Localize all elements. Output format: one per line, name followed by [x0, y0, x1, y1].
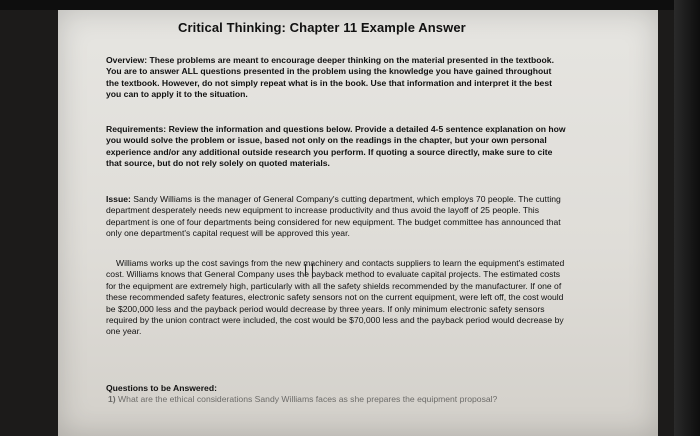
monitor-bezel-right [674, 0, 700, 436]
question-text: What are the ethical considerations Sandy Williams faces as she prepares the equipment proposal? [118, 394, 498, 405]
requirements-paragraph [106, 124, 566, 170]
questions-heading: Questions to be Answered: [106, 383, 217, 393]
overview-label: Overview: [106, 55, 148, 65]
issue-text: Sandy Williams is the manager of General Company's cutting department, which employs 70 people. The cutting department desperately needs new equipment to increase productivity and thus avoid the layoff of 25 people. This department is one of four departments being considered for new equipment. The budget committee has announced that only one department's capital request will be approved this year. [106, 194, 561, 239]
document-page [58, 10, 658, 436]
requirements-label: Requirements: [106, 124, 167, 134]
monitor-bezel-top [0, 0, 700, 10]
text-cursor-icon [305, 264, 313, 276]
issue-paragraph-2: Williams works up the cost savings from the new machinery and contacts suppliers to learn the equipment's estimated cost. Williams knows that General Company uses the payback method to evaluate capital projects. The estimated costs for the equipment are extremely high, particularly with all the safety shields recommended by the manufacturer. If one of these recommended safety features, electronic safety sensors not on the current equipment, were left off, the cost would be $200,000 less and the payback period would decrease by three years. If only minimum electronic safety sensors required by the union contract were included, the cost would be $70,000 less and the payback period would decrease by one year. [106, 258, 565, 337]
questions-section [106, 383, 566, 406]
question-number: 1) [108, 394, 116, 405]
requirements-text: Review the information and questions below. Provide a detailed 4-5 sentence explanation on how you would solve the problem or issue, based not only on the readings in the chapter, but your own personal experience and/or any additional outside research you perform. If quoting a source directly, make sure to cite that source, but do not rely solely on quoted materials. [106, 124, 566, 169]
issue-paragraph [106, 194, 566, 240]
issue-label: Issue: [106, 194, 131, 204]
overview-paragraph [106, 55, 566, 101]
question-item [106, 394, 566, 405]
overview-text: These problems are meant to encourage deeper thinking on the material presented in the textbook. You are to answer ALL questions presented in the problem using the knowledge you have gained throughout the textbook. However, do not simply repeat what is in the book. Use that information and interpret it the best you can to apply it to the situation. [106, 55, 554, 100]
document-title: Critical Thinking: Chapter 11 Example Answer [178, 20, 466, 35]
